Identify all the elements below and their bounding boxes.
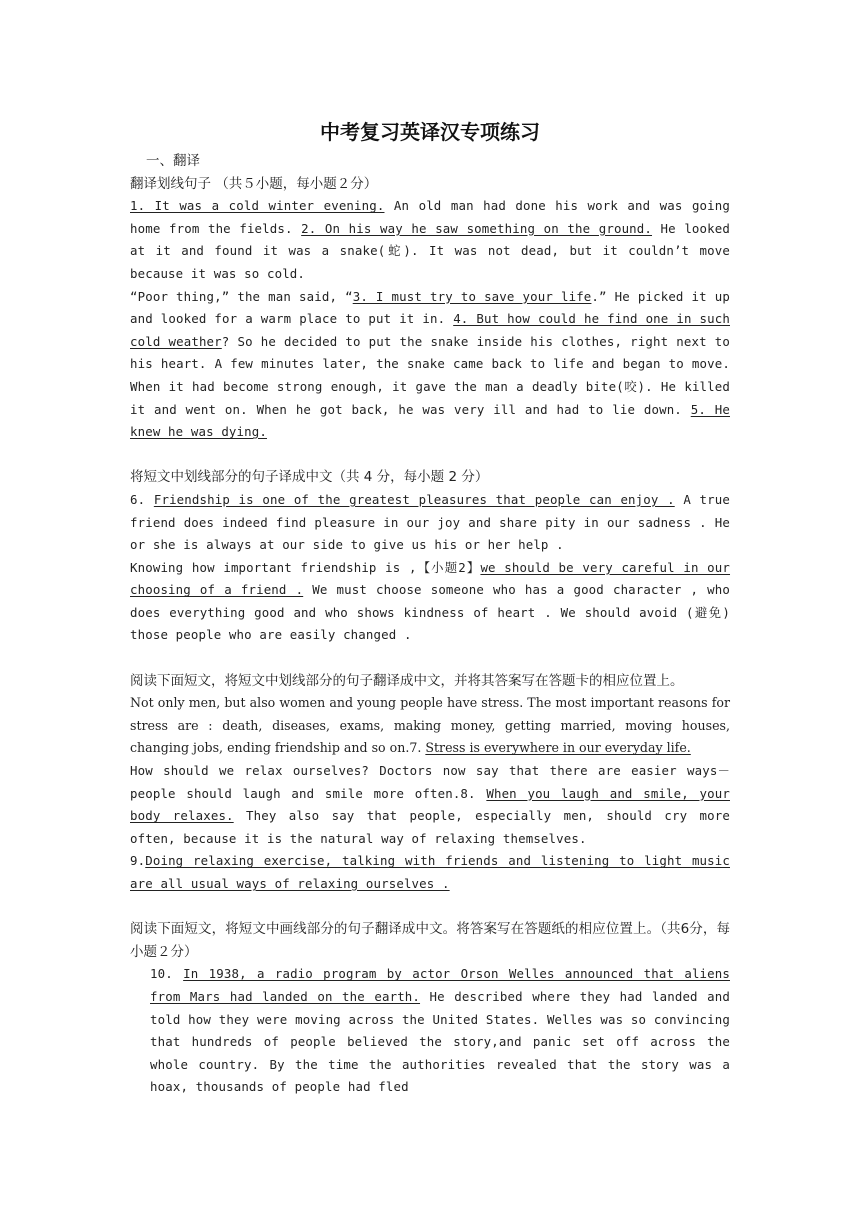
passage-text: 6. bbox=[130, 491, 154, 507]
passage-text: An old man had done his work and was going home from the fields. bbox=[130, 198, 730, 236]
passage-text: “Poor thing,” the man said, “ bbox=[130, 288, 353, 304]
underlined-sentence-7b: Stress is everywhere in our everyday life. bbox=[425, 740, 691, 756]
section4-instruction: 阅读下面短文，将短文中画线部分的句子翻译成中文。将答案写在答题纸的相应位置上。（共6分，每小题２分） bbox=[130, 921, 730, 960]
passage1-paragraph2 bbox=[130, 286, 730, 444]
underlined-sentence-7: we should be very careful in our choosing of a friend . bbox=[130, 559, 731, 598]
passage-text: ? So he decided to put the snake inside his clothes, right next to his heart. A few minutes later, the snake came back to life and began to move. When it had become strong enough, it gave the man a deadly bite(咬). He killed it and went on. When he got back, he was very ill and had to lie down. bbox=[130, 333, 730, 417]
spacer bbox=[130, 647, 730, 670]
passage-text: A true friend does indeed find pleasure in our joy and share pity in our sadness . He or she is always at our side to give us his or her help . bbox=[130, 491, 730, 553]
document-body bbox=[130, 150, 730, 1099]
underlined-sentence-2: 2. On his way he saw something on the ground. bbox=[301, 220, 653, 236]
passage1-paragraph1 bbox=[130, 195, 730, 285]
passage-text: 10. bbox=[150, 966, 184, 982]
passage-text: He looked at it and found it was a snake(蛇). It was not dead, but it couldn’t move because it was so cold. bbox=[130, 220, 730, 281]
passage-text: We must choose someone who has a good character , who does everything good and who shows kindness of heart . We should avoid (避免) those people who are easily changed . bbox=[130, 582, 730, 643]
passage-text: Not only men, but also women and young people have stress. The most important reasons for stress are : death, diseases, exams, making money, getting married, moving houses, changing jobs, ending friendship and so on.7. bbox=[130, 695, 730, 756]
passage-text: 9. bbox=[130, 853, 146, 869]
underlined-sentence-6: Friendship is one of the greatest pleasures that people can enjoy . bbox=[153, 491, 675, 507]
passage-text: They also say that people, especially men, should cry more often, because it is the natural way of relaxing themselves. bbox=[130, 808, 730, 846]
passage-text: He described where they had landed and told how they were moving across the United States. Welles was so convincing that hundreds of people believed the story,and panic set off across the whole country. By the time the authorities revealed that the story was a hoax, thousands of people had fled bbox=[150, 988, 730, 1095]
spacer bbox=[130, 896, 730, 919]
passage-text: .” He picked it up and looked for a warm place to put it in. bbox=[130, 288, 731, 327]
document-title: 中考复习英译汉专项练习 bbox=[320, 120, 540, 144]
passage3-paragraph3 bbox=[130, 850, 730, 895]
section2-instruction: 将短文中划线部分的句子译成中文（共 4 分，每小题 2 分） bbox=[130, 469, 489, 486]
passage4-paragraph1 bbox=[130, 963, 730, 1099]
underlined-sentence-8: When you laugh and smile, your body relaxes. bbox=[130, 785, 730, 824]
passage2-paragraph2 bbox=[130, 557, 730, 647]
passage3-paragraph2 bbox=[130, 760, 730, 850]
underlined-sentence-1: 1. It was a cold winter evening. bbox=[130, 198, 385, 214]
section-heading-translation: 一、翻译 bbox=[146, 153, 200, 169]
passage2-paragraph1 bbox=[130, 489, 730, 557]
section3-instruction: 阅读下面短文，将短文中划线部分的句子翻译成中文，并将其答案写在答题卡的相应位置上。 bbox=[130, 672, 684, 689]
underlined-sentence-4: 4. But how could he find one in such cold weather bbox=[130, 311, 730, 349]
underlined-sentence-5: 5. He knew he was dying. bbox=[130, 401, 730, 440]
underlined-sentence-3: 3. I must try to save your life bbox=[352, 288, 592, 304]
underlined-sentence-10: In 1938, a radio program by actor Orson Welles announced that aliens from Mars had landed on the earth. bbox=[150, 966, 730, 1004]
underlined-sentence-9: Doing relaxing exercise, talking with friends and listening to light music are all usual ways of relaxing ourselves . bbox=[130, 853, 730, 891]
spacer bbox=[130, 444, 730, 467]
passage-text: Knowing how important friendship is ,【小题2】 bbox=[130, 559, 481, 575]
passage3-paragraph1 bbox=[130, 692, 730, 760]
section1-instruction: 翻译划线句子 （共５小题，每小题２分） bbox=[130, 175, 378, 192]
passage-text: How should we relax ourselves? Doctors now say that there are easier ways－people should laugh and smile more often.8. bbox=[130, 763, 730, 801]
